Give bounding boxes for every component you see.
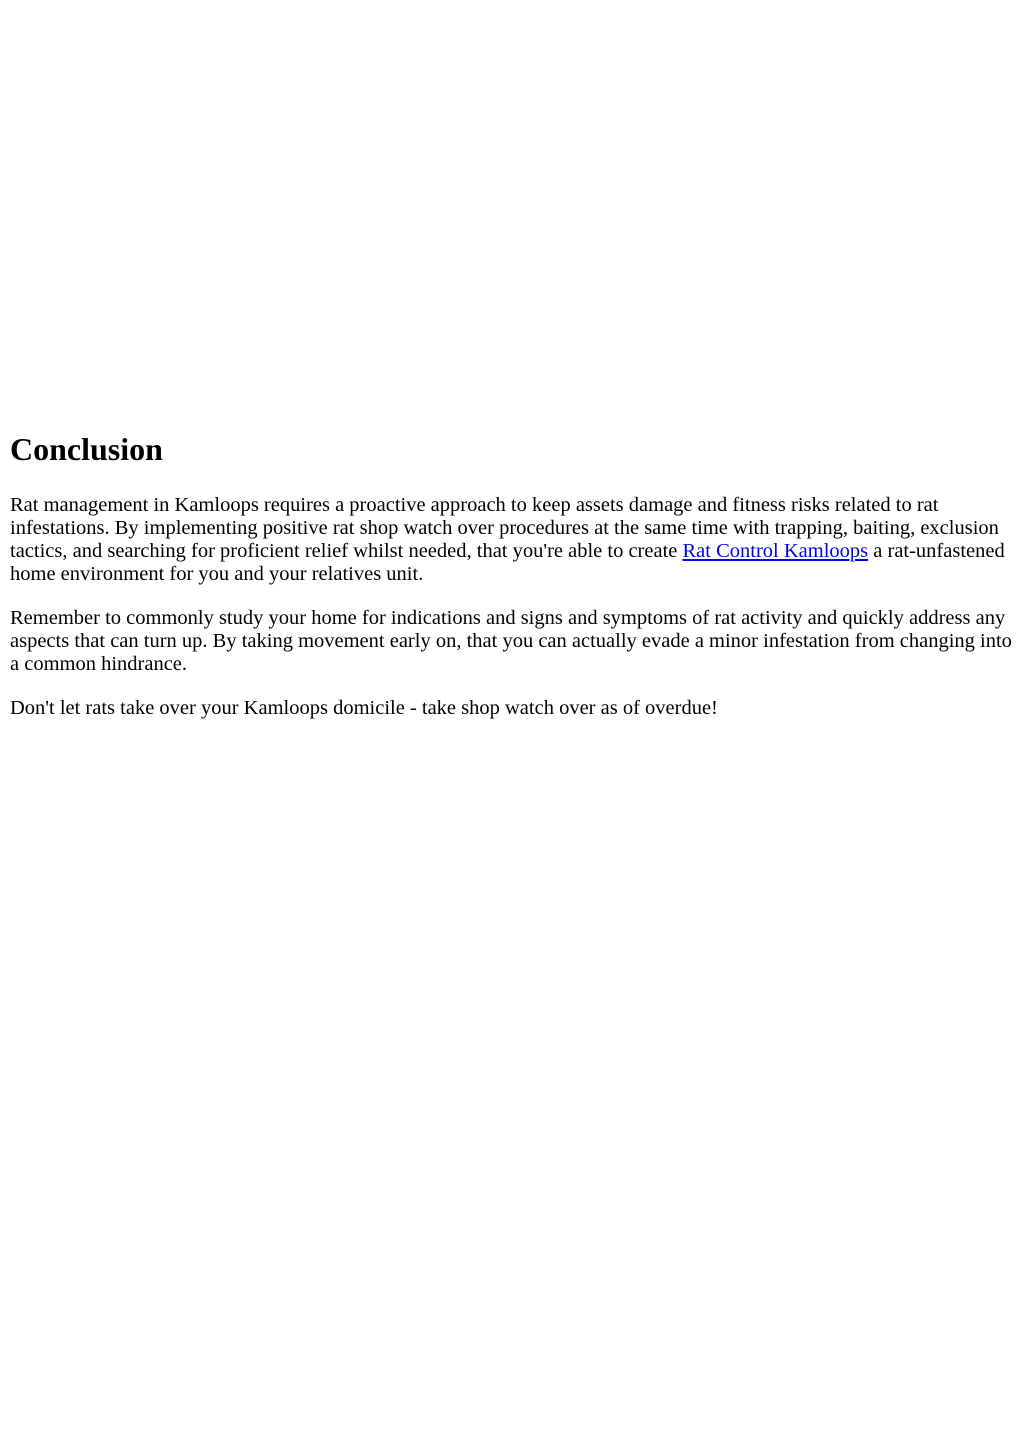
- paragraph-intro-text-before: Rat management in Kamloops requires a proactive approach to keep assets damage and fitness risks related to rat infestations. By implementing positive rat shop watch over procedures at the same time with trapping, baiting, exclusion tactics, and searching for proficient relief whilst needed, that you're able to create: [10, 494, 999, 562]
- paragraph-closing: Don't let rats take over your Kamloops domicile - take shop watch over as of overdue!: [10, 697, 718, 719]
- article-content: [10, 427, 1014, 741]
- paragraph-intro-text-after: a rat-unfastened home environment for you and your relatives unit.: [10, 540, 1005, 585]
- rat-control-kamloops-link[interactable]: Rat Control Kamloops: [682, 540, 869, 562]
- paragraph-remember: Remember to commonly study your home for indications and signs and symptoms of rat activity and quickly address any aspects that can turn up. By taking movement early on, that you can actually evade a minor infestation from changing into a common hindrance.: [10, 607, 1012, 675]
- paragraph-intro: [10, 494, 1014, 586]
- section-heading: Conclusion: [10, 431, 163, 467]
